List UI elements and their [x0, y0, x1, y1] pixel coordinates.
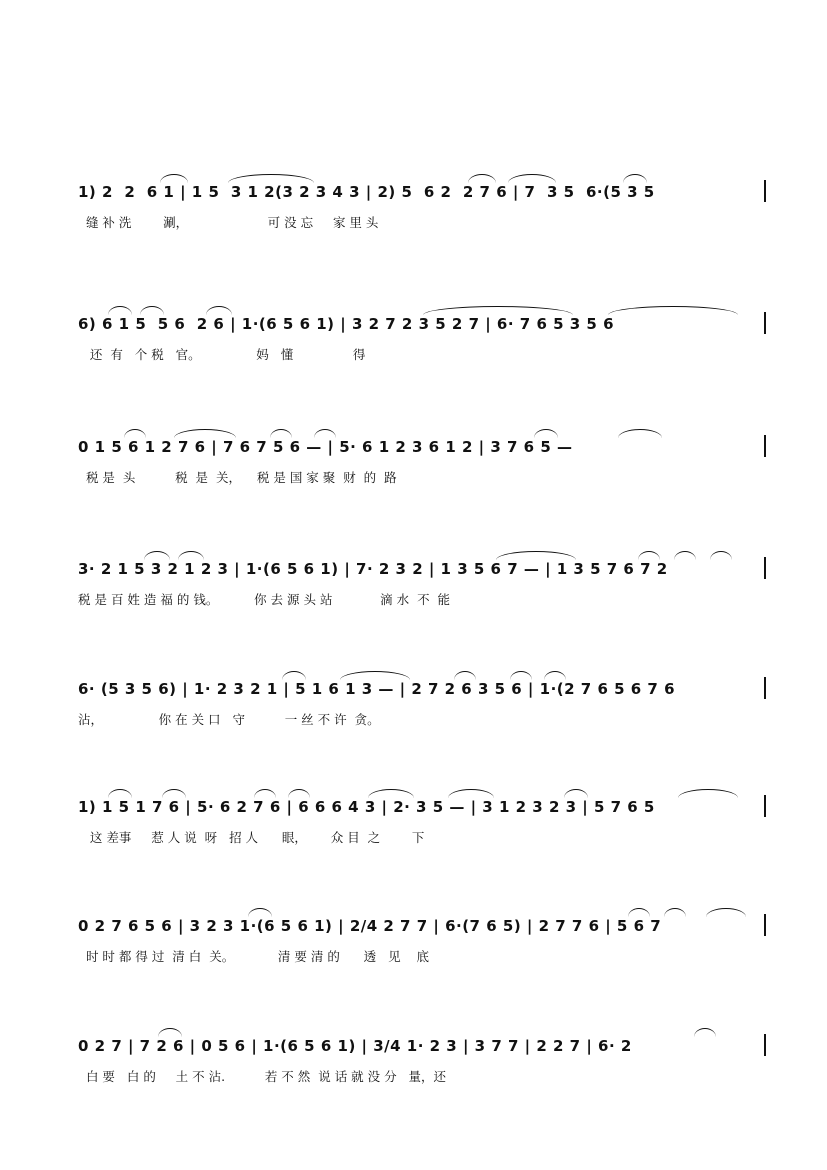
slur — [608, 306, 738, 315]
lyrics-line: 白 要 白 的 土 不 沾. 若 不 然 说 话 就 没 分 量，还 — [78, 1069, 447, 1084]
score-system-2 — [78, 310, 768, 380]
notation-line: 1) 2 2 6 1 | 1 5 3 1 2(3 2 3 4 3 | 2) 5 6 2 2 7 6 | 7 3 5 6·(5 3 5 — [78, 183, 655, 201]
slur — [423, 306, 573, 315]
lyrics-line: 还 有 个 税 官。 妈 懂 得 — [78, 347, 366, 362]
notation-line: 6· (5 3 5 6) | 1· 2 3 2 1 | 5 1 6 1 3 — | 2 7 2 6 3 5 6 | 1·(2 7 6 5 6 7 6 — [78, 680, 676, 698]
slur — [618, 429, 662, 438]
final-barline — [764, 1034, 766, 1056]
slur — [282, 671, 306, 680]
notation-line: 1) 1 5 1 7 6 | 5· 6 2 7 6 | 6 6 6 4 3 | 2· 3 5 — | 3 1 2 3 2 3 | 5 7 6 5 — [78, 798, 655, 816]
slur — [496, 551, 576, 560]
score-system-7 — [78, 912, 768, 982]
score-system-3 — [78, 433, 768, 503]
final-barline — [764, 180, 766, 202]
slur — [124, 429, 146, 438]
slur — [288, 789, 310, 798]
slur — [248, 908, 272, 917]
slur — [674, 551, 696, 560]
slur — [162, 789, 186, 798]
notation-line: 3· 2 1 5 3 2 1 2 3 | 1·(6 5 6 1) | 7· 2 3 2 | 1 3 5 6 7 — | 1 3 5 7 6 7 2 — [78, 560, 668, 578]
slur — [468, 174, 496, 183]
slur — [340, 671, 410, 680]
slur — [206, 306, 232, 315]
notation-line: 6) 6 1 5 5 6 2 6 | 1·(6 5 6 1) | 3 2 7 2 3 5 2 7 | 6· 7 6 5 3 5 6 — [78, 315, 615, 333]
slur — [508, 174, 556, 183]
slur — [144, 551, 170, 560]
score-system-8 — [78, 1032, 768, 1102]
final-barline — [764, 795, 766, 817]
slur — [534, 429, 558, 438]
slur — [638, 551, 660, 560]
slur — [544, 671, 566, 680]
slur — [664, 908, 686, 917]
notation-line: 0 2 7 | 7 2 6 | 0 5 6 | 1·(6 5 6 1) | 3/4 1· 2 3 | 3 7 7 | 2 2 7 | 6· 2 — [78, 1037, 632, 1055]
slur — [254, 789, 276, 798]
final-barline — [764, 435, 766, 457]
score-system-6 — [78, 793, 768, 863]
lyrics-line: 税 是 头 税 是 关， 税 是 国 家 聚 财 的 路 — [78, 470, 397, 485]
slur — [160, 174, 188, 183]
final-barline — [764, 312, 766, 334]
slur — [510, 671, 532, 680]
slur — [628, 908, 650, 917]
slur — [694, 1028, 716, 1037]
lyrics-line: 税 是 百 姓 造 福 的 钱。 你 去 源 头 站 滴 水 不 能 — [78, 592, 451, 607]
slur — [228, 174, 314, 183]
slur — [108, 306, 132, 315]
notation-line: 0 2 7 6 5 6 | 3 2 3 1·(6 5 6 1) | 2/4 2 7 7 | 6·(7 6 5) | 2 7 7 6 | 5 6 7 — [78, 917, 662, 935]
score-system-4 — [78, 555, 768, 625]
score-system-1 — [78, 178, 768, 248]
score-system-5 — [78, 675, 768, 745]
notation-line: 0 1 5 6 1 2 7 6 | 7 6 7 5 6 — | 5· 6 1 2 3 6 1 2 | 3 7 6 5 — — [78, 438, 573, 456]
slur — [108, 789, 132, 798]
slur — [140, 306, 164, 315]
slur — [158, 1028, 182, 1037]
slur — [678, 789, 738, 798]
slur — [270, 429, 292, 438]
lyrics-line: 时 时 都 得 过 清 白 关。 清 要 清 的 透 见 底 — [78, 949, 429, 964]
final-barline — [764, 677, 766, 699]
slur — [706, 908, 746, 917]
slur — [623, 174, 647, 183]
slur — [448, 789, 494, 798]
final-barline — [764, 557, 766, 579]
slur — [178, 551, 204, 560]
lyrics-line: 缝 补 洗 涮， 可 没 忘 家 里 头 — [78, 215, 379, 230]
slur — [368, 789, 414, 798]
lyrics-line: 这 差事 惹 人 说 呀 招 人 眼， 众 目 之 下 — [78, 830, 425, 845]
final-barline — [764, 914, 766, 936]
slur — [710, 551, 732, 560]
lyrics-line: 沾， 你 在 关 口 守 一 丝 不 许 贪。 — [78, 712, 380, 727]
slur — [174, 429, 236, 438]
slur — [314, 429, 336, 438]
slur — [454, 671, 476, 680]
slur — [564, 789, 588, 798]
